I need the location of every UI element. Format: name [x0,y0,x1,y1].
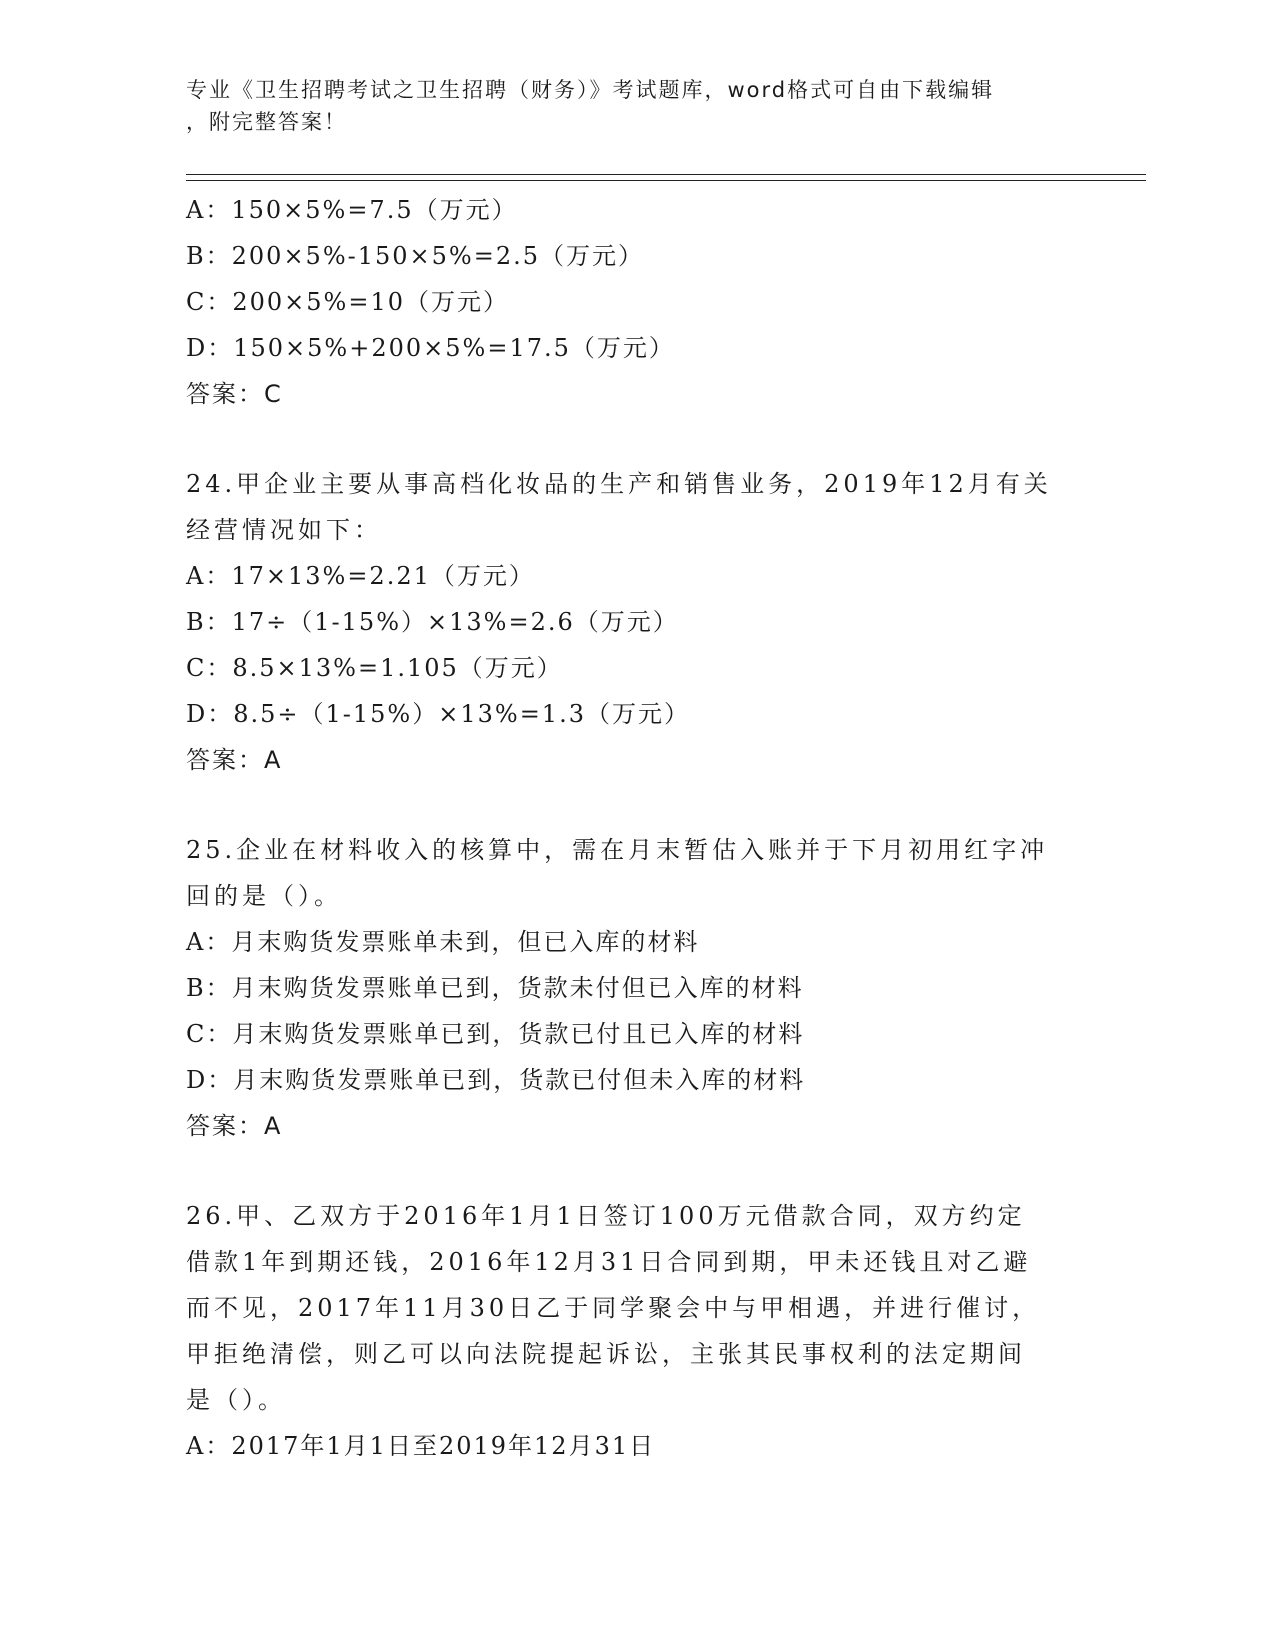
question-text: 经营情况如下： [186,516,382,544]
answer: 答案：A [186,746,283,774]
answer: 答案：A [186,1112,283,1140]
option-b: B：200×5%-150×5%=2.5（万元） [186,242,645,270]
question-26 [186,1193,1086,1469]
option-b: B：17÷（1-15%）×13%=2.6（万元） [186,608,679,636]
question-text: 而不见，2017年11月30日乙于同学聚会中与甲相遇，并进行催讨， [186,1294,1041,1322]
option-c: C：月末购货发票账单已到，货款已付且已入库的材料 [186,1020,805,1048]
header-divider-bottom [186,180,1146,181]
option-d: D：月末购货发票账单已到，货款已付但未入库的材料 [186,1066,806,1094]
option-a: A：2017年1月1日至2019年12月31日 [186,1432,656,1460]
option-a: A：月末购货发票账单未到，但已入库的材料 [186,928,700,956]
question-text: 甲拒绝清偿，则乙可以向法院提起诉讼，主张其民事权利的法定期间 [186,1340,1026,1368]
option-c: C：200×5%=10（万元） [186,288,510,316]
question-text: 25.企业在材料收入的核算中，需在月末暂估入账并于下月初用红字冲 [186,836,1049,864]
option-d: D：8.5÷（1-15%）×13%=1.3（万元） [186,700,690,728]
question-text: 26.甲、乙双方于2016年1月1日签订100万元借款合同，双方约定 [186,1202,1026,1230]
question-23-options [186,187,1086,417]
header-line-1: 专业《卫生招聘考试之卫生招聘（财务）》考试题库，word格式可自由下载编辑 [186,78,995,102]
option-a: A：17×13%=2.21（万元） [186,562,535,590]
option-c: C：8.5×13%=1.105（万元） [186,654,563,682]
answer: 答案：C [186,380,283,408]
question-text: 借款1年到期还钱，2016年12月31日合同到期，甲未还钱且对乙避 [186,1248,1032,1276]
question-text: 回的是（）。 [186,882,342,910]
document-body [186,187,1086,1469]
option-a: A：150×5%=7.5（万元） [186,196,518,224]
header-divider-top [186,174,1146,175]
question-24 [186,461,1086,783]
header-line-2: ，附完整答案！ [186,110,347,134]
question-text: 是（）。 [186,1386,286,1414]
question-text: 24.甲企业主要从事高档化妆品的生产和销售业务，2019年12月有关 [186,470,1052,498]
option-d: D：150×5%+200×5%=17.5（万元） [186,334,675,362]
question-25 [186,827,1086,1149]
option-b: B：月末购货发票账单已到，货款未付但已入库的材料 [186,974,804,1002]
document-header [186,74,1086,138]
